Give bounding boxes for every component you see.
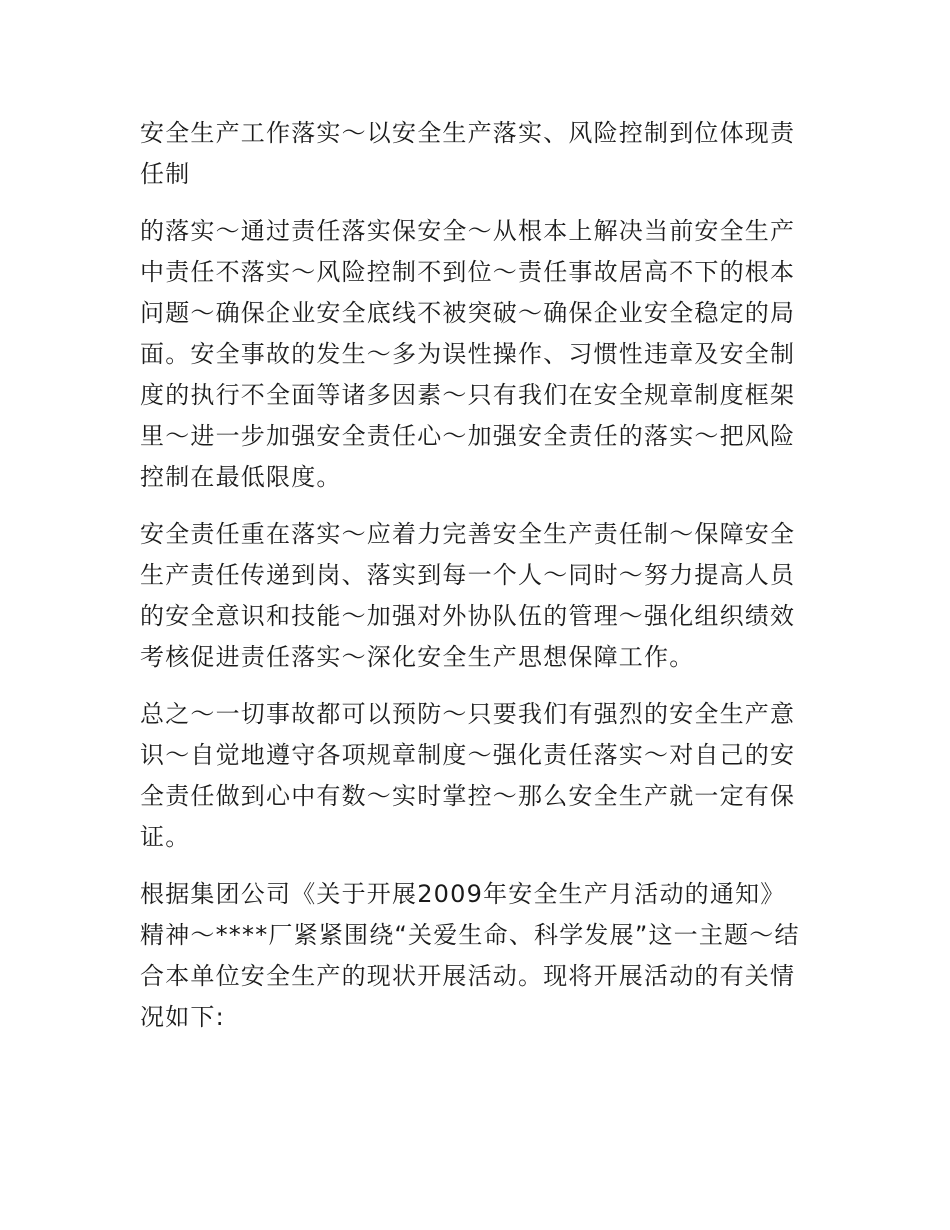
paragraph-conclusion: 总之～一切事故都可以预防～只要我们有强烈的安全生产意识～自觉地遵守各项规章制度～强化责任落实～对自己的安全责任做到心中有数～实时掌控～那么安全生产就一定有保证。 <box>140 700 796 851</box>
paragraph-activity-notice: 根据集团公司《关于开展2009年安全生产月活动的通知》精神～****厂紧紧围绕“关爱生命、科学发展”这一主题～结合本单位安全生产的现状开展活动。现将开展活动的有关情况如下: <box>140 880 800 1031</box>
paragraph-implementation: 安全责任重在落实～应着力完善安全生产责任制～保障安全生产责任传递到岗、落实到每一个人～同时～努力提高人员的安全意识和技能～加强对外协队伍的管理～强化组织绩效考核促进责任落实～深化安全生产思想保障工作。 <box>140 520 796 671</box>
paragraph-responsibility: 的落实～通过责任落实保安全～从根本上解决当前安全生产中责任不落实～风险控制不到位～责任事故居高不下的根本问题～确保企业安全底线不被突破～确保企业安全稳定的局面。安全事故的发生～多为误性操作、习惯性违章及安全制度的执行不全面等诸多因素～只有我们在安全规章制度框架里～进一步加强安全责任心～加强安全责任的落实～把风险控制在最低限度。 <box>140 217 796 491</box>
document-page <box>140 113 800 1054</box>
paragraph-heading: 安全生产工作落实～以安全生产落实、风险控制到位体现责任制 <box>140 119 796 188</box>
